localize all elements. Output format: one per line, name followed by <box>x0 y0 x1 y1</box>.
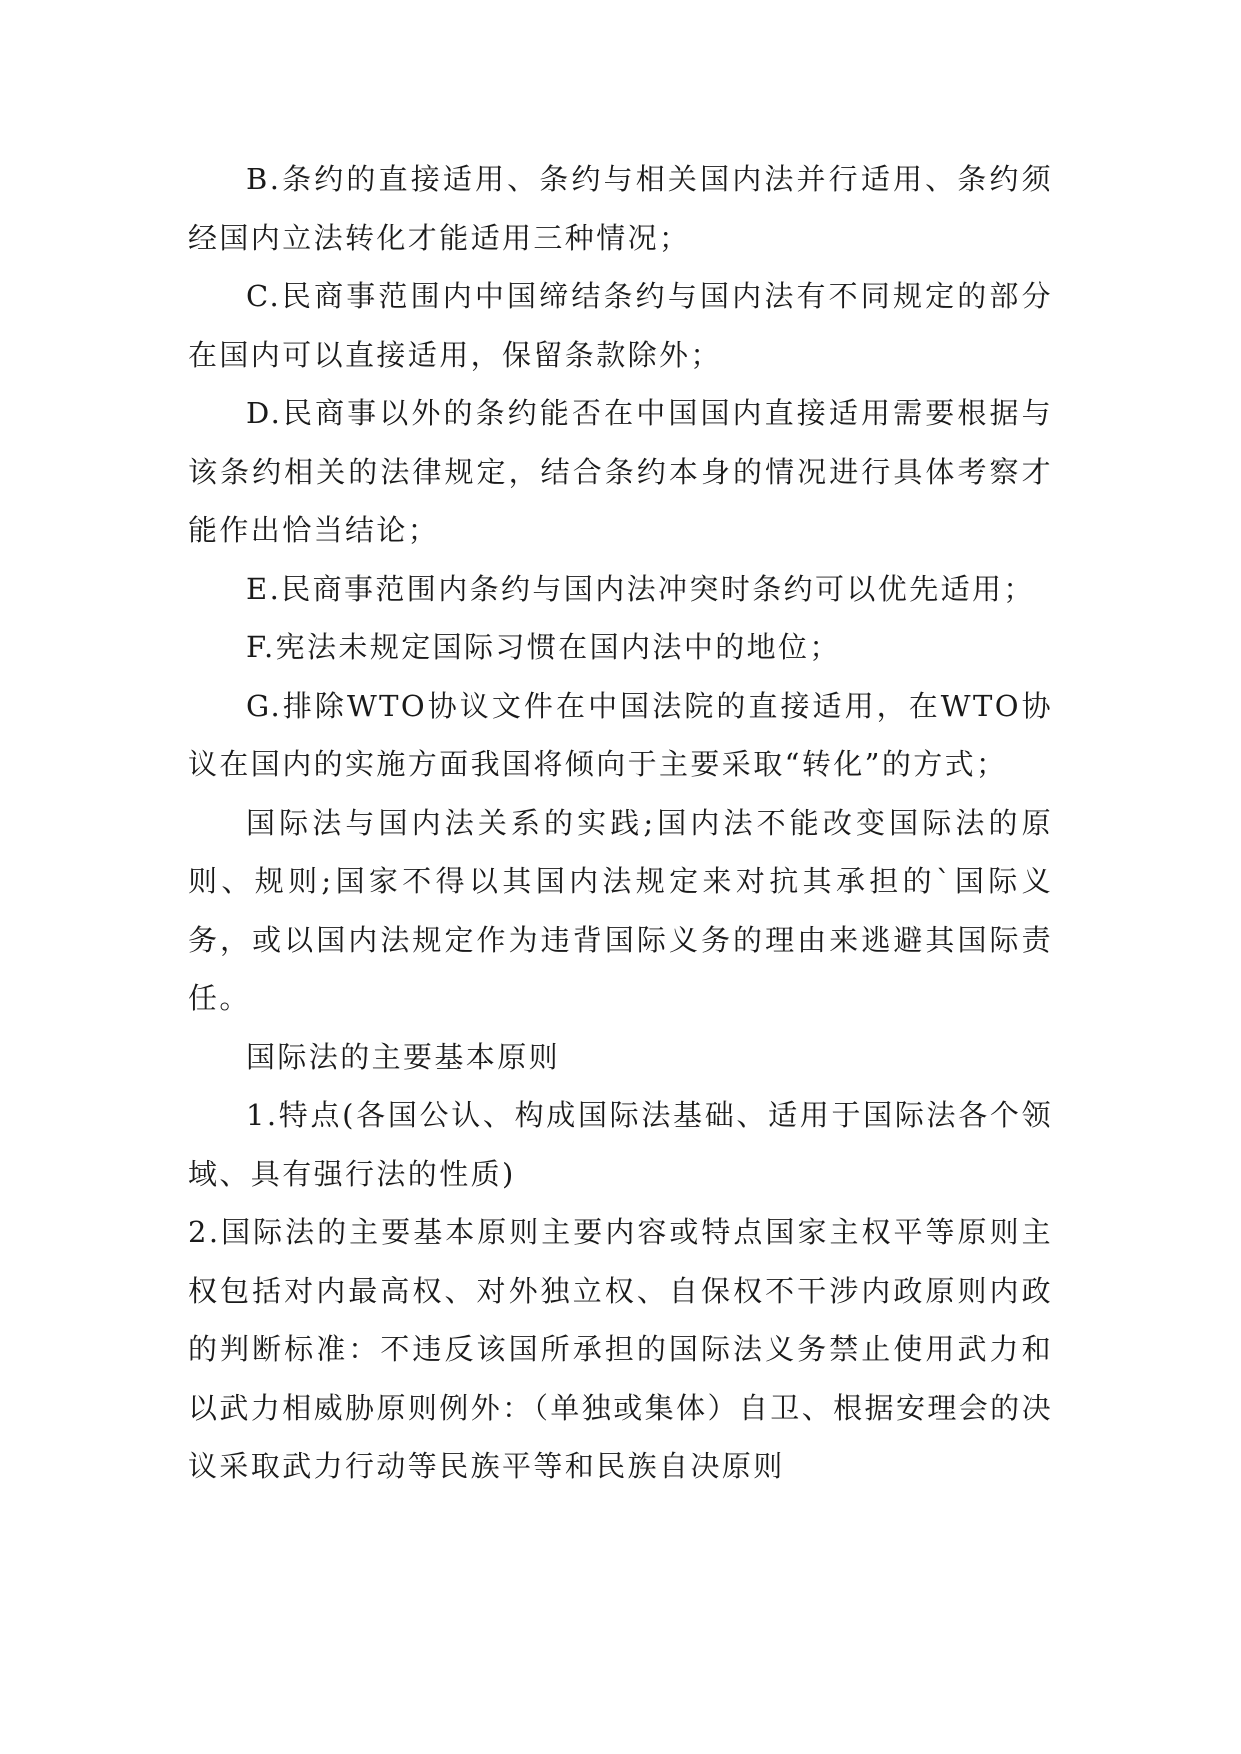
document-page <box>188 150 1053 1496</box>
paragraph-option-e: E.民商事范围内条约与国内法冲突时条约可以优先适用； <box>246 571 1035 606</box>
section-heading-basic-principles: 国际法的主要基本原则 <box>246 1039 561 1074</box>
paragraph-practice: 国际法与国内法关系的实践;国内法不能改变国际法的原则、规则;国家不得以其国内法规定来对抗其承担的`国际义务，或以国内法规定作为违背国际义务的理由来逃避其国际责任。 <box>188 805 1053 1015</box>
paragraph-option-f: F.宪法未规定国际习惯在国内法中的地位； <box>246 630 841 664</box>
paragraph-option-b: B.条约的直接适用、条约与相关国内法并行适用、条约须经国内立法转化才能适用三种情况； <box>188 162 1053 255</box>
paragraph-main-principles: 2.国际法的主要基本原则主要内容或特点国家主权平等原则主权包括对内最高权、对外独立权、自保权不干涉内政原则内政的判断标准：不违反该国所承担的国际法义务禁止使用武力和以武力相威胁原则例外：（单独或集体）自卫、根据安理会的决议采取武力行动等民族平等和民族自决原则 <box>188 1215 1053 1483</box>
paragraph-option-g: G.排除WTO协议文件在中国法院的直接适用，在WTO协议在国内的实施方面我国将倾向于主要采取“转化”的方式； <box>188 688 1053 781</box>
paragraph-option-d: D.民商事以外的条约能否在中国国内直接适用需要根据与该条约相关的法律规定，结合条约本身的情况进行具体考察才能作出恰当结论； <box>188 396 1053 547</box>
paragraph-characteristics: 1.特点(各国公认、构成国际法基础、适用于国际法各个领域、具有强行法的性质) <box>188 1098 1053 1191</box>
paragraph-option-c: C.民商事范围内中国缔结条约与国内法有不同规定的部分在国内可以直接适用，保留条款除外； <box>188 279 1053 372</box>
